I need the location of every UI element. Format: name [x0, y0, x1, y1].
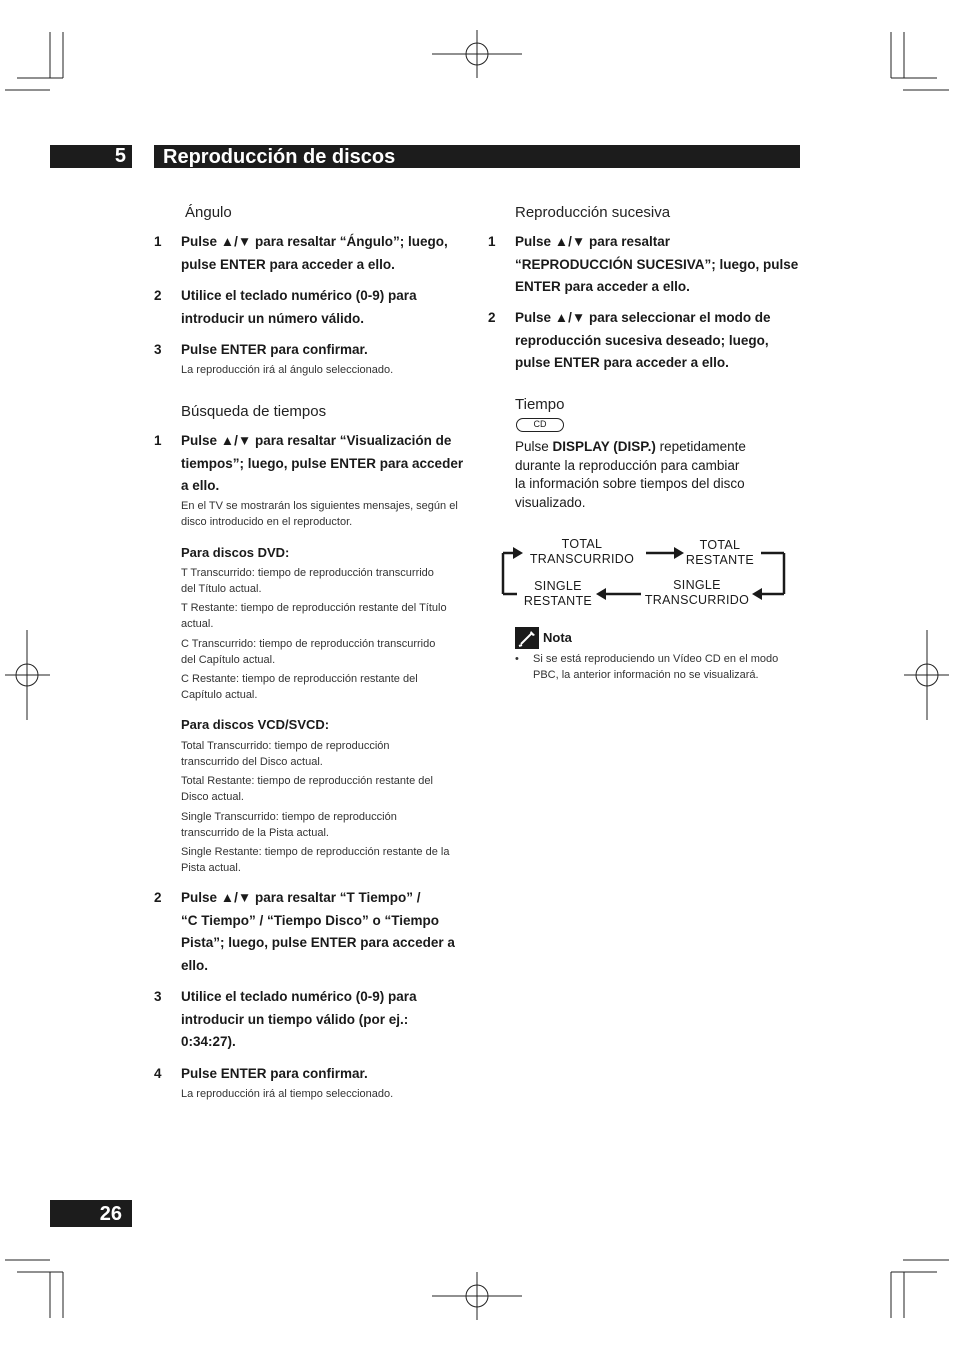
busqueda-final-note: La reproducción irá al tiempo seleccionado. [181, 1088, 394, 1100]
label-line: RESTANTE [685, 553, 755, 567]
nota-bullet: • [515, 653, 519, 665]
busqueda-step-4 [154, 1063, 481, 1086]
step-line: Pulse ▲/▼ para seleccionar el modo de [515, 310, 771, 325]
tiempo-line: visualizado. [515, 494, 586, 510]
busqueda-step-3 [154, 986, 481, 1054]
step-line: 0:34:27). [181, 1034, 236, 1049]
step-line: Pulse ENTER para confirmar. [181, 1066, 368, 1081]
step-line: tiempos”; luego, pulse ENTER para acceder [181, 455, 464, 471]
angulo-note: La reproducción irá al ángulo seleccionado. [181, 364, 394, 376]
step-number: 1 [154, 433, 162, 448]
angulo-heading: Ángulo [185, 204, 232, 221]
item-line: Single Transcurrido: tiempo de reproducción [181, 811, 397, 823]
tiempo-text [515, 438, 805, 512]
step-line: introducir un tiempo válido (por ej.: [181, 1011, 409, 1027]
step-line: Pulse ▲/▼ para resaltar “T Tiempo” / [181, 890, 421, 905]
chapter-title: Reproducción de discos [154, 145, 800, 168]
item-line: transcurrido del Disco actual. [181, 755, 323, 768]
chapter-number: 5 [50, 145, 132, 168]
angulo-step-2 [154, 285, 481, 330]
step-line: “REPRODUCCIÓN SUCESIVA”; luego, pulse [515, 256, 799, 272]
step-line: pulse ENTER para acceder a ello. [181, 256, 395, 272]
note-line: En el TV se mostrarán los siguientes mensajes, según el [181, 500, 458, 512]
step-line: Utilice el teclado numérico (0-9) para [181, 288, 417, 303]
step-line: pulse ENTER para acceder a ello. [515, 355, 729, 370]
dvd-subheading: Para discos DVD: [181, 545, 290, 560]
step-number: 2 [154, 288, 162, 303]
item-line: del Título actual. [181, 582, 262, 595]
item-line: Capítulo actual. [181, 688, 258, 701]
text-post: repetidamente [655, 439, 746, 454]
diagram-total-restante [679, 538, 761, 568]
step-number: 2 [488, 310, 496, 325]
step-number: 2 [154, 890, 162, 905]
busqueda-step-1 [154, 430, 481, 498]
note-line: disco introducido en el reproductor. [181, 515, 353, 528]
angulo-step-3 [154, 339, 481, 362]
page-number: 26 [50, 1200, 132, 1227]
display-button-label: DISPLAY (DISP.) [552, 439, 656, 454]
label-line: RESTANTE [523, 594, 593, 608]
busqueda-step-1-note [181, 499, 481, 530]
dvd-item [181, 566, 481, 597]
item-line: transcurrido de la Pista actual. [181, 826, 329, 839]
dvd-item [181, 672, 481, 703]
dvd-item [181, 601, 481, 632]
busqueda-step-2 [154, 887, 481, 977]
busqueda-heading: Búsqueda de tiempos [181, 403, 327, 420]
angulo-step-1 [154, 231, 481, 276]
note-pencil-icon [515, 627, 539, 649]
label-line: TRANSCURRIDO [644, 593, 750, 607]
item-line: Total Restante: tiempo de reproducción restante del [181, 775, 433, 787]
step-line: a ello. [181, 478, 220, 493]
step-line: introducir un número válido. [181, 310, 365, 326]
item-line: actual. [181, 617, 214, 630]
dvd-item [181, 637, 481, 668]
diagram-total-transcurrido [520, 537, 644, 567]
step-number: 1 [154, 234, 162, 249]
text-pre: Pulse [515, 439, 553, 454]
tiempo-line: durante la reproducción para cambiar [515, 457, 740, 473]
tiempo-heading: Tiempo [515, 396, 565, 413]
item-line: del Capítulo actual. [181, 653, 276, 666]
sucesiva-step-2 [488, 307, 815, 375]
sucesiva-heading: Reproducción sucesiva [515, 204, 671, 221]
step-line: Pulse ENTER para confirmar. [181, 342, 368, 357]
item-line: C Transcurrido: tiempo de reproducción transcurrido [181, 638, 436, 650]
nota-line: Si se está reproduciendo un Vídeo CD en el modo [533, 653, 779, 665]
nota-heading: Nota [543, 630, 572, 645]
item-line: Pista actual. [181, 861, 241, 874]
sucesiva-step-1 [488, 231, 815, 299]
step-line: “C Tiempo” / “Tiempo Disco” o “Tiempo [181, 912, 440, 928]
label-line: SINGLE [673, 578, 721, 592]
item-line: Single Restante: tiempo de reproducción restante de la [181, 846, 450, 858]
diagram-single-transcurrido [644, 578, 750, 608]
vcd-item [181, 810, 481, 841]
vcd-item [181, 774, 481, 805]
cd-badge: CD [516, 418, 564, 432]
tiempo-line: la información sobre tiempos del disco [515, 476, 745, 491]
label-line: TOTAL [561, 537, 603, 551]
step-line: Pulse ▲/▼ para resaltar “Visualización de [181, 433, 452, 448]
tiempo-line-1 [515, 438, 805, 457]
step-number: 4 [154, 1066, 162, 1081]
step-line: reproducción sucesiva deseado; luego, [515, 332, 769, 348]
nota-text [533, 652, 813, 683]
item-line: Disco actual. [181, 790, 244, 803]
item-line: Total Transcurrido: tiempo de reproducción [181, 740, 390, 752]
step-line: Pulse ▲/▼ para resaltar [515, 234, 671, 249]
vcd-subheading: Para discos VCD/SVCD: [181, 717, 330, 732]
label-line: TOTAL [699, 538, 741, 552]
vcd-item [181, 739, 481, 770]
step-line: ello. [181, 957, 209, 973]
step-number: 3 [154, 989, 162, 1004]
step-line: Pulse ▲/▼ para resaltar “Ángulo”; luego, [181, 234, 448, 249]
nota-line: PBC, la anterior información no se visualizará. [533, 668, 759, 681]
item-line: T Restante: tiempo de reproducción restante del Título [181, 602, 447, 614]
step-line: Utilice el teclado numérico (0-9) para [181, 989, 417, 1004]
step-line: ENTER para acceder a ello. [515, 279, 690, 294]
step-line: Pista”; luego, pulse ENTER para acceder a [181, 935, 455, 950]
vcd-item [181, 845, 481, 876]
item-line: T Transcurrido: tiempo de reproducción transcurrido [181, 567, 434, 579]
label-line: TRANSCURRIDO [529, 552, 635, 566]
item-line: C Restante: tiempo de reproducción restante del [181, 673, 418, 685]
label-line: SINGLE [534, 579, 582, 593]
step-number: 1 [488, 234, 496, 249]
step-number: 3 [154, 342, 162, 357]
diagram-single-restante [520, 579, 596, 609]
